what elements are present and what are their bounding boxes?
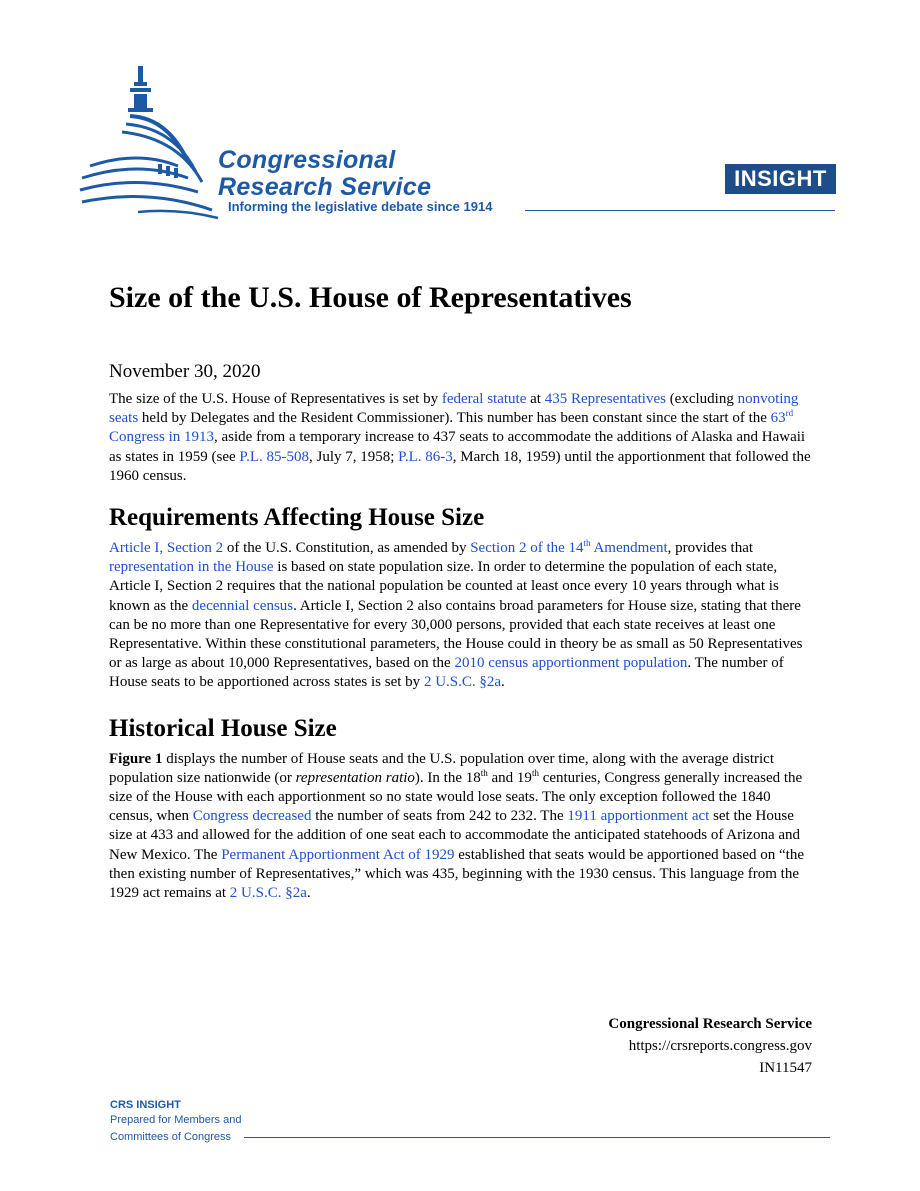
text: . Article I, Section 2 also contains broad parameters for House size, stating that there can be no more than one Representative for every 30,000 persons, provided that each state receives at least one Representative. Within these constitutional parameters, the House could in theory be as small as 50 Representatives or as large as about 10,000 Representatives, based on the	[109, 597, 803, 672]
text: displays the number of House seats and the U.S. population over time, along with the average district population size nationwide (or	[109, 750, 774, 786]
publication-date: November 30, 2020	[109, 361, 261, 382]
link-congress-decreased[interactable]: Congress decreased	[192, 808, 312, 825]
link-text: Section 2 of the 14	[470, 540, 584, 557]
link-pl-86-3[interactable]: P.L. 86-3	[398, 448, 453, 465]
capitol-dome-logo	[78, 62, 228, 222]
text: set the House size at 433 and allowed for the addition of one seat each to accommodate the anticipated statehoods of Arizona and New Mexico. The	[109, 808, 801, 863]
prepared-for-line2: Committees of Congress	[110, 1131, 232, 1143]
link-text: Congress in 1913	[109, 429, 214, 446]
org-name-line1: Congressional	[218, 146, 396, 174]
superscript: th	[480, 767, 488, 778]
link-435-representatives[interactable]: 435 Representatives	[544, 391, 666, 407]
text: ). In the 18	[414, 769, 481, 786]
text: centuries, Congress generally increased the size of the House with each apportionment so no state would lose seats. The only exception followed the 1840 census, when	[109, 769, 803, 825]
prepared-for-line1: Prepared for Members and	[110, 1114, 242, 1126]
link-permanent-apportionment-act[interactable]: Permanent Apportionment Act of 1929	[221, 846, 455, 863]
link-text: Amendment	[590, 540, 668, 557]
link-1911-apportionment-act[interactable]: 1911 apportionment act	[567, 808, 710, 825]
superscript: th	[531, 767, 539, 778]
footer-org: Congressional Research Service	[608, 1016, 812, 1032]
link-pl-85-508[interactable]: P.L. 85-508	[239, 448, 309, 465]
document-title: Size of the U.S. House of Representatives	[109, 281, 632, 314]
text: at	[526, 391, 545, 407]
intro-paragraph	[109, 390, 814, 486]
footer-info	[520, 1013, 812, 1079]
text: . The number of House seats to be apportioned across states is set by	[109, 655, 784, 691]
crs-insight-label: CRS INSIGHT	[110, 1099, 181, 1111]
text: , provides that	[667, 540, 754, 557]
text: and 19	[487, 769, 532, 786]
text: The size of the U.S. House of Representatives is set by	[109, 391, 442, 407]
document-body	[109, 278, 814, 903]
text: .	[501, 674, 505, 691]
text: (excluding	[665, 391, 738, 407]
link-2-usc-2a[interactable]: 2 U.S.C. §2a	[423, 674, 502, 691]
link-federal-statute[interactable]: federal statute	[441, 391, 527, 407]
org-name-line2: Research Service	[218, 173, 432, 201]
superscript: rd	[785, 408, 794, 419]
crs-insight-footer	[110, 1099, 241, 1146]
link-2010-census-apportionment[interactable]: 2010 census apportionment population	[454, 655, 688, 672]
footer-divider	[244, 1137, 830, 1138]
tagline: Informing the legislative debate since 1914	[228, 199, 493, 214]
section-heading-historical: Historical House Size	[109, 714, 337, 742]
link-nonvoting-seats[interactable]: nonvoting seats	[109, 391, 799, 427]
org-name	[218, 147, 431, 201]
text: , aside from a temporary increase to 437 seats to accommodate the additions of Alaska and Hawaii as states in 1959 (see	[109, 429, 806, 465]
link-2-usc-2a-second[interactable]: 2 U.S.C. §2a	[229, 885, 307, 902]
text: , July 7, 1958;	[308, 448, 399, 465]
italic-term: representation ratio	[295, 769, 415, 786]
text: the number of seats from 242 to 232. The	[311, 808, 568, 825]
text: established that seats would be apportioned based on “the then existing number of Representatives,” which was 435, beginning with the 1930 census. This language from the 1929 act remains at	[109, 846, 805, 902]
text: of the U.S. Constitution, as amended by	[223, 540, 471, 557]
page-header	[0, 0, 920, 230]
text: .	[306, 885, 311, 902]
link-14th-amendment[interactable]	[470, 540, 667, 556]
historical-paragraph	[109, 750, 814, 904]
section-heading-requirements: Requirements Affecting House Size	[109, 504, 485, 532]
superscript: th	[583, 538, 591, 549]
text: , March 18, 1959) until the apportionment that followed the 1960 census.	[109, 448, 811, 484]
link-representation-in-house[interactable]: representation in the House	[109, 559, 274, 576]
footer-url: https://crsreports.congress.gov	[628, 1038, 812, 1054]
text: is based on state population size. In order to determine the population of each state, Article I, Section 2 requires that the national population be counted at least once every 10 years through what is known as the	[109, 559, 779, 614]
text: held by Delegates and the Resident Commissioner). This number has been constant since the start of the	[138, 410, 771, 427]
insight-badge: INSIGHT	[725, 164, 836, 194]
link-decennial-census[interactable]: decennial census	[191, 597, 294, 614]
header-divider	[525, 210, 835, 211]
link-article-i-section-2[interactable]: Article I, Section 2	[109, 540, 224, 557]
requirements-paragraph	[109, 539, 814, 693]
report-id: IN11547	[759, 1060, 812, 1076]
figure-reference: Figure 1	[109, 750, 163, 767]
link-text: 63	[770, 410, 786, 427]
